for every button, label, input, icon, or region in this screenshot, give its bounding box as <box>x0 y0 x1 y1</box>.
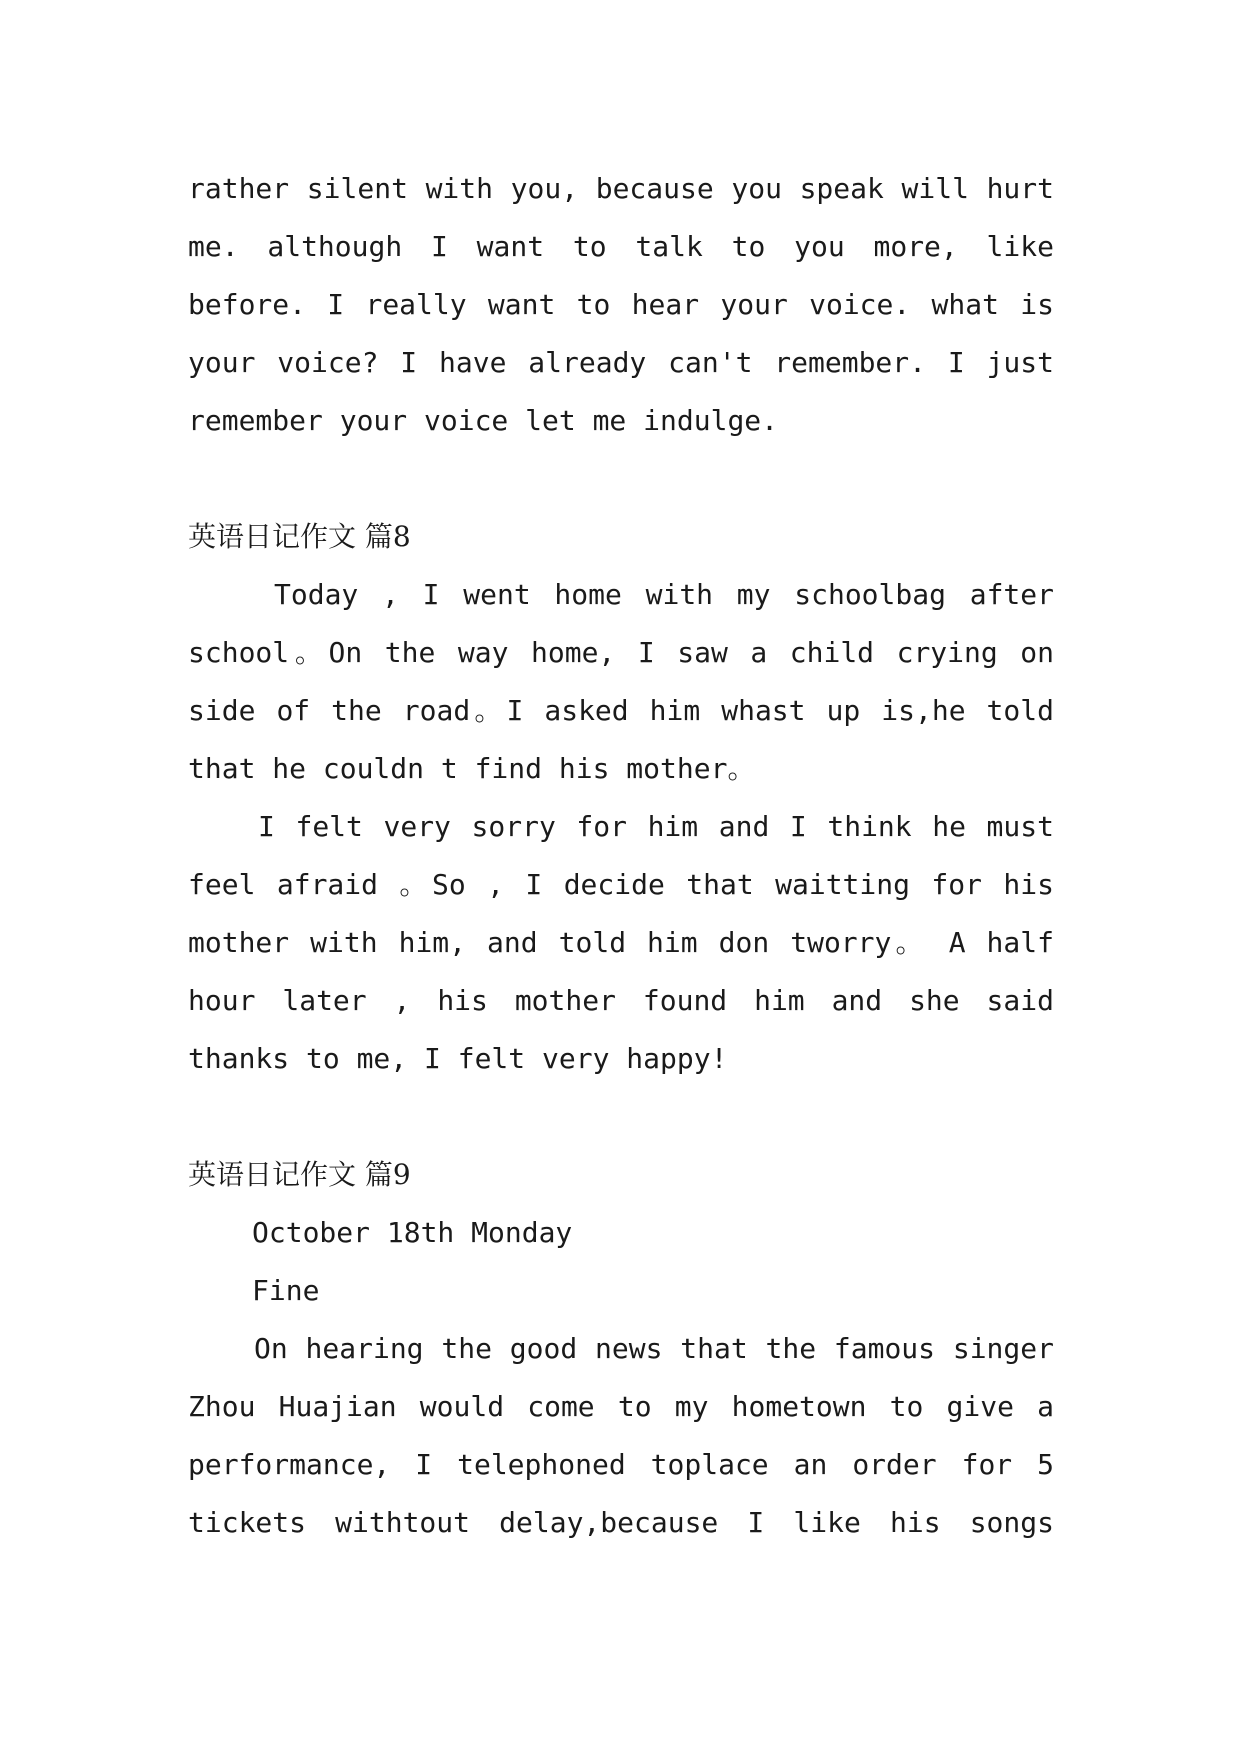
text-line: performance, I telephoned toplace an order for 5 <box>188 1448 1054 1481</box>
text-line: remember your voice let me indulge. <box>188 404 779 437</box>
text-line: school。On the way home, I saw a child crying on <box>188 636 1054 669</box>
section-8-paragraph-2 <box>188 798 1054 1088</box>
text-line: your voice? I have already can't remember. I just <box>188 346 1054 379</box>
paragraph-continued <box>188 160 1054 450</box>
section-9-paragraph-1 <box>188 1320 1054 1552</box>
section-8-paragraph-1 <box>188 566 1054 798</box>
text-line: Zhou Huajian would come to my hometown to give a <box>188 1390 1054 1423</box>
text-line: side of the road。I asked him whast up is,he told <box>188 694 1054 727</box>
section-heading-8: 英语日记作文 篇8 <box>188 520 411 553</box>
text-line: thanks to me, I felt very happy! <box>188 1042 728 1075</box>
section-heading-9: 英语日记作文 篇9 <box>188 1158 411 1191</box>
text-line: I felt very sorry for him and I think he must <box>258 810 1054 843</box>
text-line: On hearing the good news that the famous singer <box>254 1332 1054 1365</box>
text-line: that he couldn t find his mother。 <box>188 752 756 785</box>
text-line: hour later , his mother found him and she said <box>188 984 1054 1017</box>
text-line: rather silent with you, because you speak will hurt <box>188 172 1054 205</box>
text-line: feel afraid 。So , I decide that waitting for his <box>188 868 1054 901</box>
document-body <box>188 160 1054 1552</box>
text-line: Today , I went home with my schoolbag after <box>274 578 1054 611</box>
diary-date: October 18th Monday <box>252 1216 573 1249</box>
text-line: tickets withtout delay,because I like his songs <box>188 1506 1054 1539</box>
diary-weather: Fine <box>252 1274 320 1307</box>
text-line: mother with him, and told him don tworry。 A half <box>188 926 1054 959</box>
text-line: before. I really want to hear your voice. what is <box>188 288 1054 321</box>
text-line: me. although I want to talk to you more, like <box>188 230 1054 263</box>
